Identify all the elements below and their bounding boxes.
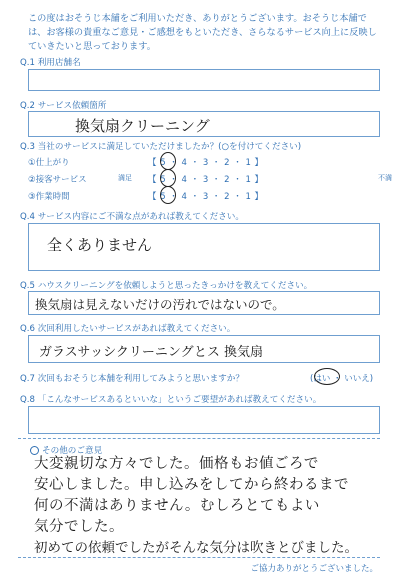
other-line-5: 初めての依頼でしたがそんな気分は吹きとびました。 <box>34 540 358 556</box>
q3-row-2-circle-mark <box>160 169 176 187</box>
intro-text: この度はおそうじ本舗をご利用いただき、ありがとうございます。おそうじ本舗では、お客様の貴重なご意見・ご感想をもといただき、さらなるサービス向上に反映していきたいと思っております。 <box>28 13 377 52</box>
q3-row-3 <box>28 190 398 204</box>
other-bottom-divider <box>18 557 380 558</box>
q1-answer-box <box>28 69 380 91</box>
q3-row-1-circle-mark <box>160 152 176 170</box>
other-line-3: 何の不満はありません。むしろとてもよい <box>34 498 320 514</box>
other-label: その他のご意見 <box>42 446 103 456</box>
q4-label: Q.4 サービス内容にご不満な点があれば教えてください。 <box>20 212 244 222</box>
q8-answer-box <box>28 406 380 434</box>
other-line-2: 安心しました。申し込みをしてから終わるまで <box>34 477 349 493</box>
q3-label: Q.3 当社のサービスに満足していただけましたか？(○を付けてください) <box>20 142 302 152</box>
q2-answer-box <box>28 111 380 137</box>
q6-answer: ガラスサッシクリーニングとス 換気扇 <box>39 345 263 360</box>
q7-label: Q.7 次回もおそうじ本舗を利用してみようと思いますか？ <box>20 374 244 384</box>
other-top-divider <box>18 438 380 439</box>
other-line-4: 気分でした。 <box>34 519 124 535</box>
q6-answer-box <box>28 335 380 363</box>
q3-row-2 <box>28 173 398 187</box>
q2-answer: 換気扇クリーニング <box>75 117 210 135</box>
q3-row-1 <box>28 156 398 170</box>
q3-row-2-scale: 【 5 ・ 4 ・ 3 ・ 2 ・ 1 】 <box>148 175 264 185</box>
q3-row-3-scale: 【 5 ・ 4 ・ 3 ・ 2 ・ 1 】 <box>148 192 264 202</box>
q8-label: Q.8 「こんなサービスあるといいな」というご要望があれば教えてください。 <box>20 395 322 405</box>
q7-yes-circle-mark <box>314 368 340 385</box>
q2-label: Q.2 サービス依頼箇所 <box>20 101 107 111</box>
q3-row-1-label: ①仕上がり <box>28 158 70 168</box>
q3-row-1-scale: 【 5 ・ 4 ・ 3 ・ 2 ・ 1 】 <box>148 158 264 168</box>
q5-answer-box <box>28 291 380 315</box>
q4-answer: 全くありません <box>47 236 153 254</box>
q5-label: Q.5 ハウスクリーニングを依頼しようと思ったきっかけを教えてください。 <box>20 281 313 291</box>
q3-satisfied-label: 満足 <box>118 174 132 182</box>
q4-answer-box <box>28 223 380 271</box>
q1-label: Q.1 利用店舗名 <box>20 58 81 68</box>
q3-row-2-label: ②接客サービス <box>28 175 87 185</box>
q7-options: (はい ・ いいえ) <box>310 374 374 384</box>
q3-row-3-circle-mark <box>160 186 176 204</box>
thanks-text: ご協力ありがとうございました。 <box>250 564 378 574</box>
q6-label: Q.6 次回利用したいサービスがあれば教えてください。 <box>20 324 236 334</box>
q3-unsatisfied-label: 不満 <box>378 174 392 182</box>
other-line-1: 大変親切な方々でした。価格もお値ごろで <box>34 456 319 472</box>
q5-answer: 換気扇は見えないだけの汚れではないので。 <box>35 297 285 312</box>
q3-row-3-label: ③作業時間 <box>28 192 70 202</box>
